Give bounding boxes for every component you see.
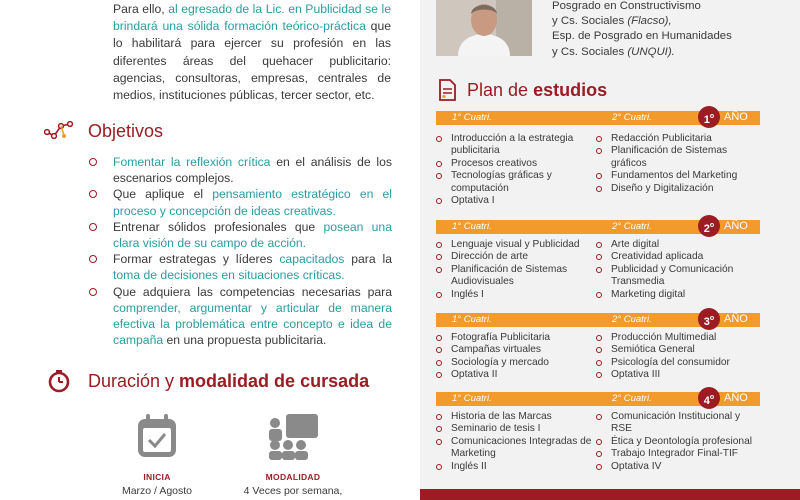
- inicia-value: Marzo / Agosto: [121, 485, 193, 497]
- list-item: Que aplique el pensamiento estratégico en el proceso y concepción de ideas creativas.: [88, 186, 392, 218]
- list-item: Lenguaje visual y Publicidad: [436, 239, 594, 251]
- document-icon: [438, 79, 456, 101]
- list-item: Que adquiera las competencias necesarias para comprender, argumentar y articular de manera efectiva la problemática entre concepto e idea de campaña en una propuesta publicitaria.: [88, 284, 392, 349]
- list-item: Trabajo Integrador Final-TIF: [596, 448, 760, 460]
- list-item: Optativa III: [596, 369, 756, 381]
- list-item: Optativa IV: [596, 461, 760, 473]
- list-item: Planificación de Sistemas Audiovisuales: [436, 264, 594, 289]
- year-1-col-1: [436, 133, 594, 207]
- year-4-col-1: [436, 411, 594, 473]
- list-item: Seminario de tesis I: [436, 423, 594, 435]
- year-3-badge: 3$^o$: [698, 308, 720, 330]
- intro-text: Para ello,: [113, 2, 169, 16]
- calendar-check-icon: [136, 413, 178, 459]
- year-3-header: 1° Cuatri. 2° Cuatri.: [436, 313, 760, 327]
- list-item: Procesos creativos: [436, 158, 594, 170]
- modalidad-label: MODALIDAD: [265, 472, 321, 482]
- year-2-header: 1° Cuatri. 2° Cuatri.: [436, 220, 760, 234]
- clock-icon: [47, 369, 71, 393]
- network-icon: [44, 120, 74, 142]
- list-item: Entrenar sólidos profesionales que posean una clara visión de su campo de acción.: [88, 219, 392, 251]
- list-item: Dirección de arte: [436, 251, 594, 263]
- year-4-label: AÑO: [724, 392, 748, 404]
- year-4-badge: 4$^o$: [698, 387, 720, 409]
- list-item: Redacción Publicitaria: [596, 133, 756, 145]
- year-4-header: 1° Cuatri. 2° Cuatri.: [436, 392, 760, 406]
- list-item: Creatividad aplicada: [596, 251, 756, 263]
- year-4-col-2: [596, 411, 760, 473]
- professor-photo: [436, 0, 532, 56]
- intro-highlight: al egresado de la Lic. en Publicidad se le brindará una sólida formación teórico-práctica: [113, 2, 391, 34]
- objetivos-list: [88, 154, 392, 348]
- modalidad-value: 4 Veces por semana,: [243, 485, 343, 497]
- year-3-label: AÑO: [724, 313, 748, 325]
- list-item: Fomentar la reflexión crítica en el análisis de los escenarios complejos.: [88, 154, 392, 186]
- objetivos-title: Objetivos: [88, 121, 164, 141]
- year-1-header: 1° Cuatri. 2° Cuatri.: [436, 111, 760, 125]
- inicia-label: INICIA: [143, 472, 171, 482]
- year-2-badge: 2$^o$: [698, 215, 720, 237]
- footer-bar: [420, 489, 800, 500]
- plan-title: Plan de estudios: [467, 80, 608, 100]
- year-2-col-2: [596, 239, 756, 301]
- year-1-badge: 1$^o$: [698, 106, 720, 128]
- list-item: Historia de las Marcas: [436, 411, 594, 423]
- list-item: Psicología del consumidor: [596, 357, 756, 369]
- list-item: Arte digital: [596, 239, 756, 251]
- list-item: Semiótica General: [596, 344, 756, 356]
- list-item: Sociología y mercado: [436, 357, 594, 369]
- presentation-icon: [266, 413, 320, 461]
- year-2-label: AÑO: [724, 220, 748, 232]
- list-item: Inglés I: [436, 289, 594, 301]
- year-3-col-2: [596, 332, 756, 382]
- year-1-label: AÑO: [724, 111, 748, 123]
- list-item: Producción Multimedial: [596, 332, 756, 344]
- year-2-col-1: [436, 239, 594, 301]
- list-item: Optativa II: [436, 369, 594, 381]
- intro-text-end: que lo habilitará para ejercer su profesión en las diferentes áreas del quehacer publicitario: agencias, consultoras, empresas, centrales de medios, instituciones públicas, tercer sector, etc.: [113, 19, 391, 103]
- list-item: Marketing digital: [596, 289, 756, 301]
- list-item: Comunicaciones Integradas de Marketing: [436, 436, 594, 461]
- list-item: Fundamentos del Marketing: [596, 170, 756, 182]
- list-item: Comunicación Institucional y RSE: [596, 411, 760, 436]
- intro-paragraph: [113, 1, 391, 104]
- list-item: Formar estrategas y líderes capacitados para la toma de decisiones en situaciones críticas.: [88, 251, 392, 283]
- list-item: Diseño y Digitalización: [596, 183, 756, 195]
- list-item: Ética y Deontología profesional: [596, 436, 760, 448]
- list-item: Campañas virtuales: [436, 344, 594, 356]
- professor-credentials: Posgrado en Constructivismo y Cs. Sociales (Flacso), Esp. de Posgrado en Humanidades y Cs. Sociales (UNQUI).: [552, 0, 732, 58]
- list-item: Planificación de Sistemas gráficos: [596, 145, 756, 170]
- list-item: Introducción a la estrategia publicitaria: [436, 133, 594, 158]
- list-item: Inglés II: [436, 461, 594, 473]
- list-item: Tecnologías gráficas y computación: [436, 170, 594, 195]
- list-item: Publicidad y Comunicación Transmedia: [596, 264, 756, 289]
- year-3-col-1: [436, 332, 594, 382]
- list-item: Optativa I: [436, 195, 594, 207]
- year-1-col-2: [596, 133, 756, 195]
- duracion-title: Duración y modalidad de cursada: [88, 371, 370, 391]
- list-item: Fotografía Publicitaria: [436, 332, 594, 344]
